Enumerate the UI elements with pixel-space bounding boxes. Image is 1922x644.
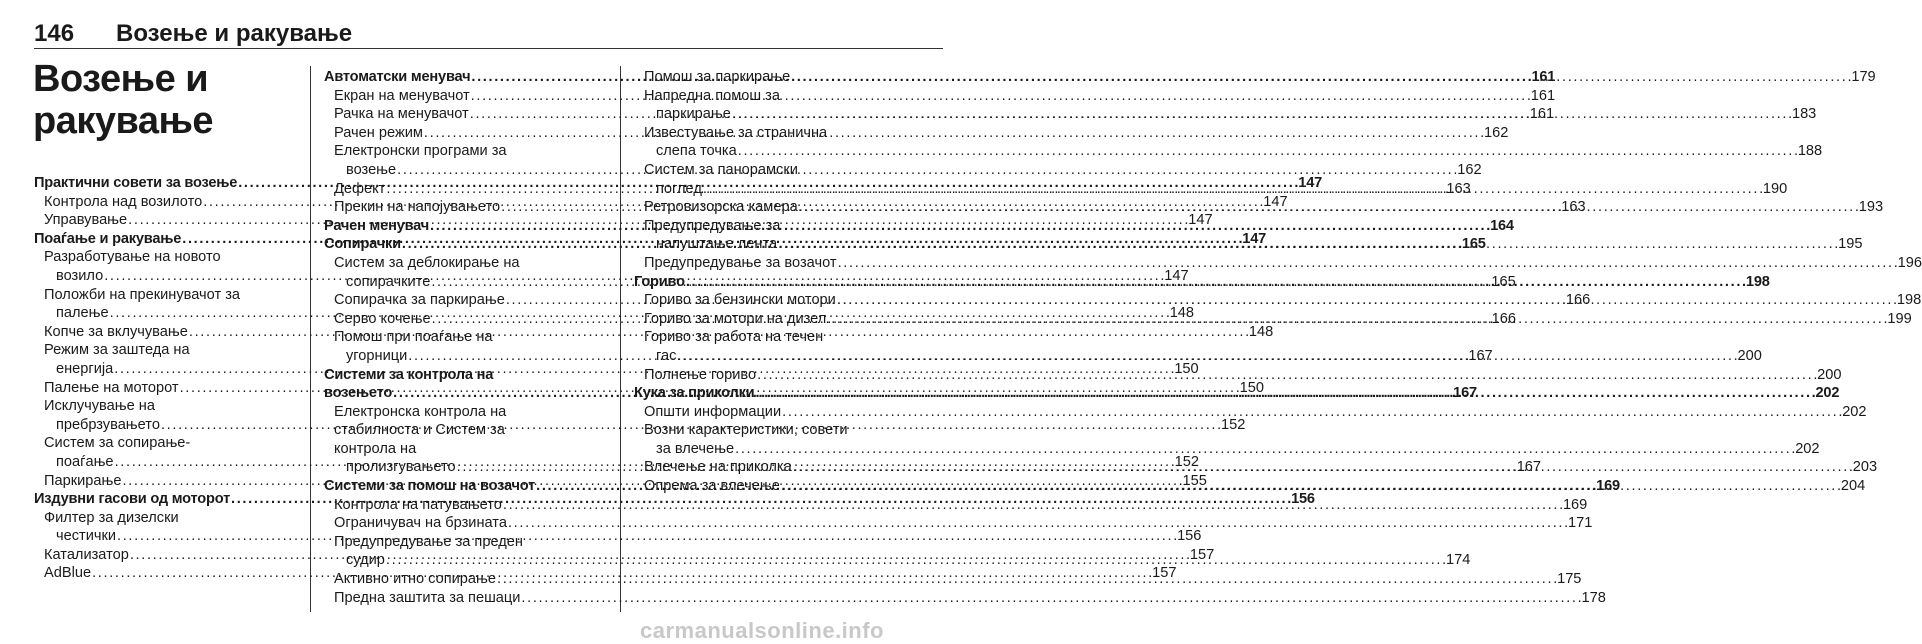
dot-leader (791, 68, 1850, 87)
toc-entry-label: Ретровизорска камера (644, 199, 798, 216)
toc-page-number: 148 (1169, 305, 1195, 322)
toc-entry-label: Активно итно сопирање (334, 571, 497, 588)
toc-entry-label: возило (56, 267, 104, 284)
dot-leader (781, 477, 1840, 496)
toc-entry-label: пролизгувањето (346, 459, 456, 476)
toc-entry-line: Предупредување за (644, 217, 781, 234)
dot-leader (793, 458, 1852, 477)
dot-leader (837, 291, 1896, 310)
dot-leader (799, 198, 1858, 217)
dot-leader (521, 589, 1580, 608)
toc-page-number: 203 (1852, 459, 1878, 476)
toc-entry-label: честички (56, 528, 116, 545)
page-header (34, 20, 352, 50)
toc-page-number: 152 (1174, 453, 1199, 470)
toc-entry-label: поаѓање (56, 453, 114, 470)
toc-page-number: 202 (1795, 440, 1820, 457)
toc-page-number: 171 (1568, 515, 1593, 532)
toc-entry-label: палење (56, 305, 109, 322)
toc-entry-label: Прекин на напојувањето (334, 199, 501, 216)
dot-leader (735, 440, 1794, 459)
toc-page-number: 156 (1177, 528, 1202, 545)
toc-page-number: 157 (1152, 565, 1177, 582)
toc-entry-label: Гориво за мотори на дизел (644, 310, 827, 327)
dot-leader (471, 87, 1530, 106)
toc-page-number: 147 (1164, 267, 1189, 284)
toc-page-number: 175 (1557, 571, 1582, 588)
toc-entry-label: Катализатор (44, 546, 129, 563)
toc-page-number: 198 (1745, 273, 1770, 290)
toc-page-number: 179 (1851, 69, 1876, 85)
toc-page-number: 174 (1445, 552, 1471, 569)
toc-page-number: 148 (1248, 323, 1274, 340)
toc-page-number: 161 (1529, 106, 1555, 123)
toc-page-number: 167 (1453, 385, 1477, 402)
toc-entry-line: Електронски програми за (334, 143, 507, 160)
toc-page-number: 147 (1298, 175, 1323, 191)
toc-entry-label: напуштање лента (656, 236, 778, 253)
toc-page-number: 200 (1817, 366, 1842, 383)
toc-entry-line: Филтер за дизелски (44, 509, 179, 526)
dot-leader (703, 180, 1762, 199)
dot-leader (827, 310, 1886, 329)
dot-leader (738, 142, 1797, 161)
toc-page-number: 163 (1561, 199, 1586, 216)
dot-leader (778, 235, 1837, 254)
toc-entry-label: Контрола на патувањето (334, 496, 502, 513)
toc-entry-label: за влечење (656, 440, 735, 457)
toc-entry-label: Издувни гасови од моторот (34, 491, 231, 508)
toc-page-number: 156 (1291, 491, 1315, 508)
toc-entry-label: Автоматски менувач (324, 69, 471, 85)
toc-page-number: 199 (1887, 310, 1912, 327)
toc-page-number: 164 (1490, 217, 1514, 234)
toc-page-number: 204 (1840, 478, 1866, 495)
toc-page-number: 178 (1581, 589, 1606, 606)
toc-page-number: 196 (1897, 254, 1922, 271)
toc-entry-label: угорници (346, 347, 408, 364)
toc-entry-line: Системи за контрола на (324, 366, 494, 383)
toc-page-number: 161 (1531, 69, 1556, 85)
toc-entry-last-line (644, 440, 1820, 459)
toc-page-number: 152 (1221, 416, 1246, 433)
toc-page-number: 167 (1516, 459, 1542, 476)
toc-entry-label: Полнење гориво (644, 366, 757, 383)
toc-page-number: 166 (1565, 292, 1591, 309)
toc-entry-label: Паркирање (44, 472, 122, 489)
toc-entry-label: сопирачките (346, 273, 431, 290)
toc-page-number: 147 (1242, 230, 1267, 247)
toc-entry-label: возење (346, 161, 397, 178)
toc-page-number: 198 (1896, 292, 1922, 309)
toc-entry-line: Помош при поаѓање на (334, 329, 493, 346)
toc-page-number: 202 (1842, 403, 1867, 420)
toc-page-number: 155 (1182, 472, 1207, 489)
toc-entry[interactable] (634, 403, 1867, 422)
toc-entry-label: енергија (56, 360, 114, 377)
toc-entry-label: Гориво (634, 273, 685, 290)
toc-entry-line: Систем за деблокирање на (334, 254, 520, 271)
toc-entry-line: стабилноста и Систем за (334, 422, 505, 439)
toc-entry-line: Исклучување на (44, 398, 155, 415)
toc-entry[interactable] (324, 589, 1606, 608)
toc-entry-line: Електронска контрола на (334, 403, 507, 420)
toc-entry-label: Гориво за бензински мотори (644, 292, 836, 309)
dot-leader (497, 570, 1556, 589)
toc-entry-label: Контрола над возилото (44, 193, 203, 210)
toc-entry-label: Предупредување за возачот (644, 254, 837, 271)
toc-page-number: 157 (1189, 546, 1215, 563)
toc-entry-label: Општи информации (644, 403, 782, 420)
toc-page-number: 183 (1791, 106, 1817, 123)
toc-page-number: 165 (1491, 273, 1516, 290)
toc-entry-label: судир (346, 552, 385, 569)
dot-leader (755, 384, 1814, 403)
header-rule (34, 48, 943, 49)
toc-entry-line: Гориво за работа на течен (644, 329, 824, 346)
toc-entry-label: AdBlue (44, 565, 92, 582)
toc-page-number: 162 (1483, 124, 1509, 141)
dot-leader (430, 217, 1489, 236)
toc-page-number: 147 (1263, 193, 1288, 210)
toc-entry-label: Кука за приколки (634, 385, 755, 402)
toc-entry-label: гас (656, 347, 677, 364)
toc-entry-label: Ограничувач на брзината (334, 515, 507, 532)
dot-leader (757, 366, 1816, 385)
toc-page-number: 167 (1468, 347, 1493, 364)
dot-leader (677, 347, 1736, 366)
toc-entry-label: возењето (324, 385, 393, 402)
toc-entry-line: контрола на (334, 440, 417, 457)
toc-entry-line: Разработување на новото (44, 249, 221, 266)
dot-leader (838, 254, 1897, 273)
toc-page-number: 202 (1815, 385, 1840, 402)
toc-entry-label: паркирање (656, 106, 731, 123)
toc-page-number: 169 (1562, 496, 1588, 513)
toc-entry-line: Предупредување за преден (334, 533, 523, 550)
toc-page-number: 166 (1491, 310, 1516, 327)
toc-entry-line: Положби на прекинувачот за (44, 286, 240, 303)
dot-leader (397, 161, 1456, 180)
toc-page-number: 150 (1174, 360, 1199, 377)
toc-entry-label: Влечење на приколка (644, 459, 792, 476)
toc-entry-label: Копче за вклучување (44, 323, 188, 340)
toc-entry-line: Режим за заштеда на (44, 342, 190, 359)
toc-entry-label: слепа точка (656, 143, 737, 160)
toc-entry-label: Екран на менувачот (334, 87, 470, 104)
toc-entry-label: Серво кочење (334, 310, 431, 327)
toc-entry-label: поглед (656, 180, 702, 197)
toc-entry-label: Дефект (334, 180, 386, 197)
dot-leader (386, 551, 1445, 570)
dot-leader (782, 403, 1841, 422)
toc-entry-label: Сопирачка за паркирање (334, 292, 505, 309)
dot-leader (424, 124, 1483, 143)
toc-page-number: 169 (1596, 478, 1620, 495)
toc-entry-line: Систем за панорамски (644, 161, 798, 178)
page-number: 146 (34, 20, 75, 47)
toc-entry-line: Возни карактеристики, совети (644, 422, 848, 439)
toc-page-number: 147 (1188, 212, 1213, 229)
toc-entry-label: пребрзувањето (56, 416, 160, 433)
toc-entry-last-line (644, 142, 1823, 161)
toc-entry-label: Управување (44, 212, 128, 229)
toc-page-number: 163 (1446, 180, 1471, 197)
toc-page-number: 190 (1762, 180, 1788, 197)
dot-leader (686, 273, 1745, 292)
watermark: carmanualsonline.info (640, 618, 884, 643)
chapter-title: Возење и ракување (33, 58, 214, 142)
toc-page-number: 161 (1530, 87, 1556, 104)
dot-leader (732, 105, 1791, 124)
toc-entry-label: Рачен режим (334, 124, 423, 141)
toc-page-number: 150 (1239, 379, 1264, 396)
toc-entry[interactable] (634, 254, 1922, 273)
toc-page-number: 165 (1461, 236, 1486, 253)
toc-entry-label: Рачен менувач (324, 217, 429, 234)
toc-page-number: 193 (1858, 199, 1884, 216)
toc-entry-line: Систем за сопирање- (44, 435, 191, 452)
toc-entry-label: Палење на моторот (44, 379, 179, 396)
toc-entry-label: Системи за помош на возачот (324, 478, 536, 495)
toc-entry-label: Практични совети за возење (34, 175, 238, 191)
toc-page-number: 200 (1737, 347, 1762, 364)
toc-entry-line: Напредна помош за (644, 87, 780, 104)
toc-page-number: 195 (1838, 236, 1863, 253)
toc-entry-label: Предна заштита за пешаци (334, 589, 521, 606)
toc-page-number: 188 (1797, 143, 1823, 160)
dot-leader (503, 496, 1562, 515)
toc-entry-label: Опрема за влечење (644, 478, 780, 495)
toc-entry-label: Помош за паркирање (644, 69, 791, 85)
dot-leader (508, 514, 1567, 533)
toc-entry[interactable] (324, 514, 1593, 533)
toc-page-number: 162 (1457, 161, 1482, 178)
running-title: Возење и ракување (116, 20, 353, 47)
toc-entry-label: Поаѓање и ракување (34, 230, 182, 247)
toc-entry-label: Рачка на менувачот (334, 106, 469, 123)
toc-entry-label: Сопирачки (324, 236, 401, 253)
toc-entry-line: Известување за странична (644, 124, 828, 141)
